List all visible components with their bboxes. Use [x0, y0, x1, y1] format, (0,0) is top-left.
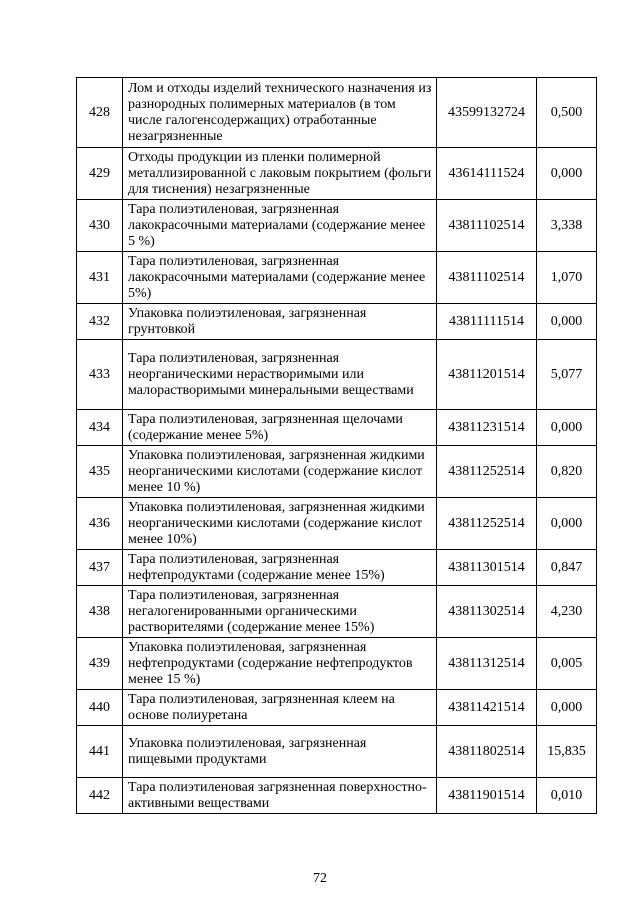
table-row	[77, 340, 597, 410]
waste-amount: 0,000	[537, 498, 597, 550]
table-body	[77, 78, 597, 814]
fkko-code: 43811252514	[437, 446, 537, 498]
waste-amount: 0,000	[537, 148, 597, 200]
table-row	[77, 498, 597, 550]
fkko-code: 43811901514	[437, 778, 537, 814]
table-row	[77, 78, 597, 148]
fkko-code: 43811231514	[437, 410, 537, 446]
waste-name: Упаковка полиэтиленовая, загрязненная жидкими неорганическими кислотами (содержание кислот менее 10%)	[123, 498, 437, 550]
waste-amount: 0,000	[537, 304, 597, 340]
waste-name: Упаковка полиэтиленовая, загрязненная пищевыми продуктами	[123, 726, 437, 778]
table-row	[77, 200, 597, 252]
waste-amount: 15,835	[537, 726, 597, 778]
waste-table	[76, 77, 597, 814]
table-row	[77, 148, 597, 200]
waste-amount: 0,010	[537, 778, 597, 814]
waste-name: Упаковка полиэтиленовая, загрязненная жидкими неорганическими кислотами (содержание кислот менее 10 %)	[123, 446, 437, 498]
fkko-code: 43811421514	[437, 690, 537, 726]
row-number: 441	[77, 726, 123, 778]
fkko-code: 43811302514	[437, 586, 537, 638]
row-number: 442	[77, 778, 123, 814]
table-row	[77, 726, 597, 778]
waste-amount: 1,070	[537, 252, 597, 304]
row-number: 435	[77, 446, 123, 498]
row-number: 433	[77, 340, 123, 410]
row-number: 431	[77, 252, 123, 304]
fkko-code: 43811111514	[437, 304, 537, 340]
waste-amount: 0,005	[537, 638, 597, 690]
table-row	[77, 690, 597, 726]
waste-name: Тара полиэтиленовая, загрязненная клеем на основе полиуретана	[123, 690, 437, 726]
fkko-code: 43811201514	[437, 340, 537, 410]
fkko-code: 43599132724	[437, 78, 537, 148]
table-row	[77, 304, 597, 340]
fkko-code: 43811301514	[437, 550, 537, 586]
waste-amount: 0,847	[537, 550, 597, 586]
row-number: 438	[77, 586, 123, 638]
waste-amount: 0,500	[537, 78, 597, 148]
waste-name: Тара полиэтиленовая загрязненная поверхностно-активными веществами	[123, 778, 437, 814]
table-row	[77, 586, 597, 638]
waste-name: Лом и отходы изделий технического назначения из разнородных полимерных материалов (в том числе галогенсодержащих) отработанные незагрязненные	[123, 78, 437, 148]
row-number: 429	[77, 148, 123, 200]
row-number: 437	[77, 550, 123, 586]
fkko-code: 43811312514	[437, 638, 537, 690]
fkko-code: 43811252514	[437, 498, 537, 550]
row-number: 440	[77, 690, 123, 726]
row-number: 428	[77, 78, 123, 148]
table-row	[77, 410, 597, 446]
waste-name: Тара полиэтиленовая, загрязненная неорганическими нерастворимыми или малорастворимыми минеральными веществами	[123, 340, 437, 410]
row-number: 434	[77, 410, 123, 446]
waste-name: Тара полиэтиленовая, загрязненная лакокрасочными материалами (содержание менее 5 %)	[123, 200, 437, 252]
row-number: 436	[77, 498, 123, 550]
waste-amount: 0,000	[537, 410, 597, 446]
waste-amount: 0,820	[537, 446, 597, 498]
waste-amount: 3,338	[537, 200, 597, 252]
fkko-code: 43811802514	[437, 726, 537, 778]
fkko-code: 43811102514	[437, 200, 537, 252]
waste-name: Тара полиэтиленовая, загрязненная лакокрасочными материалами (содержание менее 5%)	[123, 252, 437, 304]
table-row	[77, 550, 597, 586]
waste-name: Тара полиэтиленовая, загрязненная нефтепродуктами (содержание менее 15%)	[123, 550, 437, 586]
fkko-code: 43614111524	[437, 148, 537, 200]
table-row	[77, 446, 597, 498]
table-row	[77, 252, 597, 304]
table-row	[77, 638, 597, 690]
waste-amount: 0,000	[537, 690, 597, 726]
row-number: 432	[77, 304, 123, 340]
waste-name: Упаковка полиэтиленовая, загрязненная нефтепродуктами (содержание нефтепродуктов менее 15 %)	[123, 638, 437, 690]
waste-name: Тара полиэтиленовая, загрязненная щелочами (содержание менее 5%)	[123, 410, 437, 446]
waste-amount: 4,230	[537, 586, 597, 638]
fkko-code: 43811102514	[437, 252, 537, 304]
waste-name: Упаковка полиэтиленовая, загрязненная грунтовкой	[123, 304, 437, 340]
table-row	[77, 778, 597, 814]
row-number: 430	[77, 200, 123, 252]
waste-name: Отходы продукции из пленки полимерной металлизированной с лаковым покрытием (фольги для тиснения) незагрязненные	[123, 148, 437, 200]
page-number: 72	[313, 871, 327, 886]
row-number: 439	[77, 638, 123, 690]
waste-name: Тара полиэтиленовая, загрязненная негалогенированными органическими растворителями (содержание менее 15%)	[123, 586, 437, 638]
waste-amount: 5,077	[537, 340, 597, 410]
